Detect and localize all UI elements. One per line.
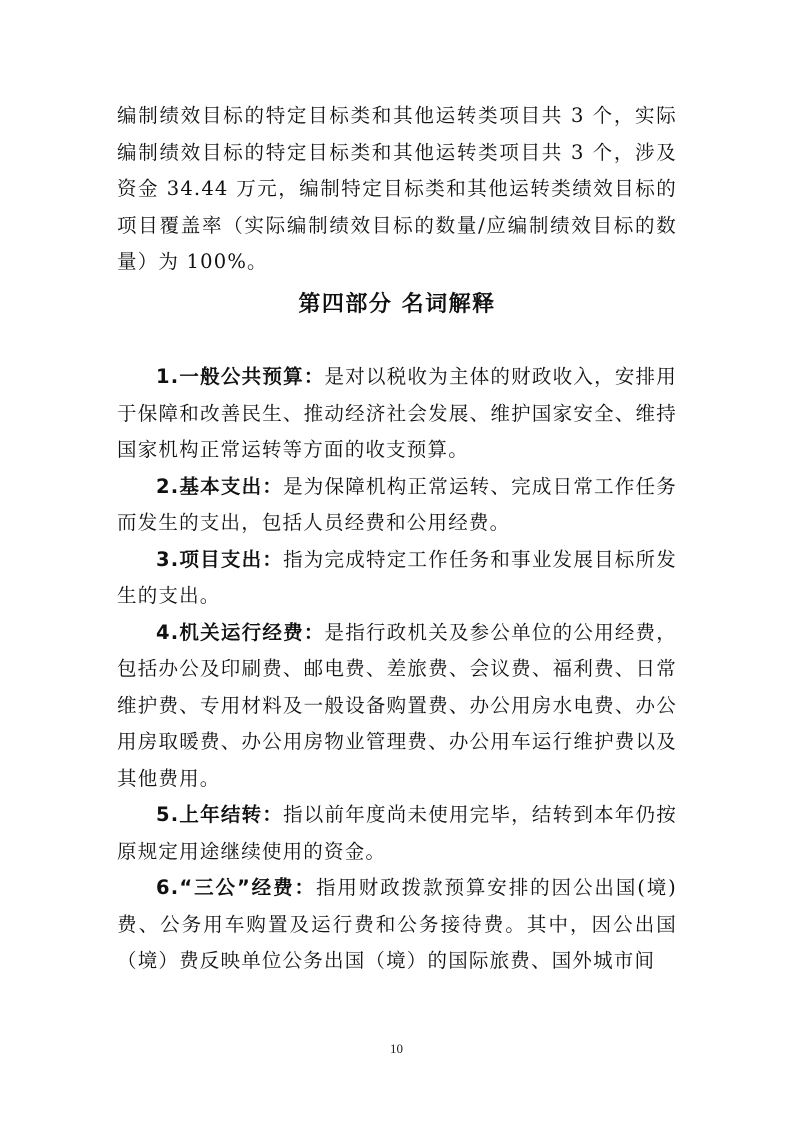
definition-term: 1.一般公共预算： xyxy=(156,365,325,388)
definition-item xyxy=(117,359,677,469)
definition-item xyxy=(117,615,677,798)
definition-text: 指用财政拨款预算安排的因公出国(境)费、公务用车购置及运行费和公务接待费。其中，因公出国（境）费反映单位公务出国（境）的国际旅费、国外城市间 xyxy=(117,876,677,972)
definition-item xyxy=(117,870,677,980)
definition-item xyxy=(117,542,677,615)
intro-paragraph: 编制绩效目标的特定目标类和其他运转类项目共 3 个，实际编制绩效目标的特定目标类和其他运转类项目共 3 个，涉及资金 34.44 万元，编制特定目标类和其他运转类绩效目标的项目覆盖率（实际编制绩效目标的数量/应编制绩效目标的数量）为 100%。 xyxy=(117,104,677,273)
definition-item xyxy=(117,469,677,542)
definition-text: 是为保障机构正常运转、完成日常工作任务而发生的支出，包括人员经费和公用经费。 xyxy=(117,474,677,534)
definition-item xyxy=(117,797,677,870)
definition-text: 指以前年度尚未使用完毕，结转到本年仍按原规定用途继续使用的资金。 xyxy=(117,803,677,863)
page-number: 10 xyxy=(390,1041,403,1056)
definition-term: 4.机关运行经费： xyxy=(156,620,325,644)
definition-text: 指为完成特定工作任务和事业发展目标所发生的支出。 xyxy=(117,547,677,607)
page-body xyxy=(117,98,677,980)
definition-text: 是指行政机关及参公单位的公用经费，包括办公及印刷费、邮电费、差旅费、会议费、福利费、日常维护费、专用材料及一般设备购置费、办公用房水电费、办公用房取暖费、办公用房物业管理费、办公用车运行维护费以及其他费用。 xyxy=(117,620,677,790)
definition-term: 2.基本支出： xyxy=(156,474,284,498)
definition-term: 5.上年结转： xyxy=(156,803,284,826)
definition-term: 6.“三公”经费： xyxy=(156,876,316,899)
definition-term: 3.项目支出： xyxy=(156,547,284,571)
definition-text: 是对以税收为主体的财政收入，安排用于保障和改善民生、推动经济社会发展、维护国家安全、维持国家机构正常运转等方面的收支预算。 xyxy=(117,365,677,461)
section-heading: 第四部分 名词解释 xyxy=(298,291,496,317)
